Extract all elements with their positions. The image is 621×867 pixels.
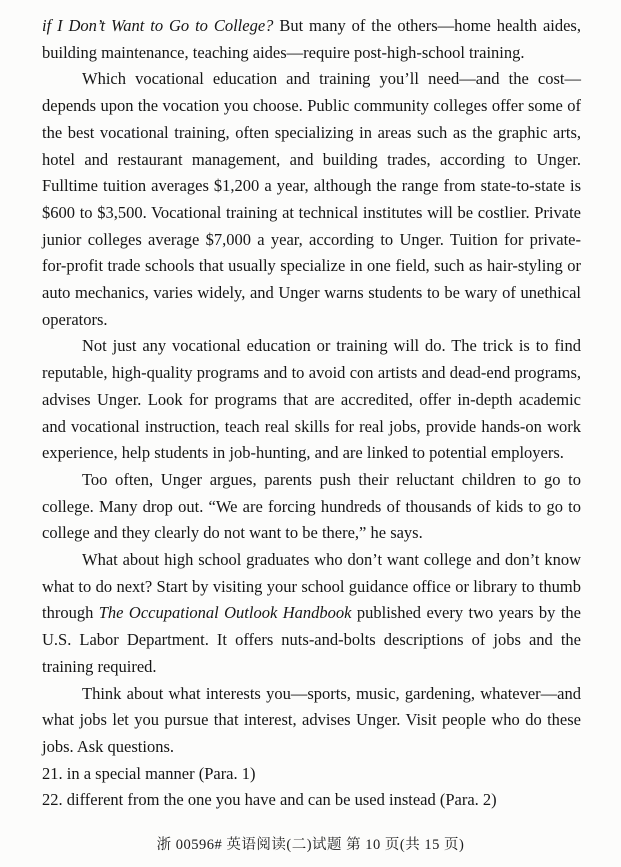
paragraph bbox=[42, 467, 581, 547]
paragraph-text: But many of the others—home health aides, building maintenance, teaching aides—require post-high-school training. bbox=[42, 16, 581, 62]
paragraph bbox=[42, 547, 581, 681]
paragraph bbox=[42, 13, 581, 66]
reading-passage bbox=[42, 13, 581, 814]
italic-title-text: if I Don’t Want to Go to College? bbox=[42, 16, 274, 35]
paragraph-text: Think about what interests you—sports, music, gardening, whatever—and what jobs let you pursue that interest, advises Unger. Visit people who do these jobs. Ask questions. bbox=[42, 683, 581, 756]
question-item-22: 22. different from the one you have and can be used instead (Para. 2) bbox=[42, 790, 497, 810]
paragraph bbox=[42, 681, 581, 761]
paragraph-text: Not just any vocational education or training will do. The trick is to find reputable, high-quality programs and to avoid con artists and dead-end programs, advises Unger. Look for programs that are accredited, offer in-depth academic and vocational instruction, teach real skills for real jobs, provide hands-on work experience, help students in job-hunting, and are linked to potential employers. bbox=[42, 336, 581, 463]
question-item-21: 21. in a special manner (Para. 1) bbox=[42, 763, 256, 783]
paragraph-text: Too often, Unger argues, parents push their reluctant children to go to college. Many drop out. “We are forcing hundreds of thousands of kids to go to college and they clearly do not want to be there,” he says. bbox=[42, 469, 581, 543]
paragraph bbox=[42, 333, 581, 467]
paragraph bbox=[42, 66, 581, 333]
italic-book-title: The Occupational Outlook Handbook bbox=[98, 603, 352, 623]
paragraph-text: Which vocational education and training you’ll need—and the cost—depends upon the vocation you choose. Public community colleges offer some of the best vocational training, often specializing in areas such as the graphic arts, hotel and restaurant management, and building trades, according to Unger. Fulltime tuition averages $1,200 a year, although the range from state-to-state is $600 to $3,500. Vocational training at technical institutes will be costlier. Private junior colleges average $7,000 a year, according to Unger. Tuition for private-for-profit trade schools that usually specialize in one field, such as hair-styling or auto mechanics, varies widely, and Unger warns students to be wary of unethical operators. bbox=[42, 69, 581, 329]
paragraph-text: published every two years by the U.S. Labor Department. It offers nuts-and-bolts descriptions of jobs and the training required. bbox=[42, 603, 581, 676]
paragraph-text: What about high school graduates who don’t want college and don’t know what to do next? Start by visiting your school guidance office or library to thumb through bbox=[42, 550, 581, 623]
page-footer: 浙 00596# 英语阅读(二)试题 第 10 页(共 15 页) bbox=[156, 837, 465, 853]
